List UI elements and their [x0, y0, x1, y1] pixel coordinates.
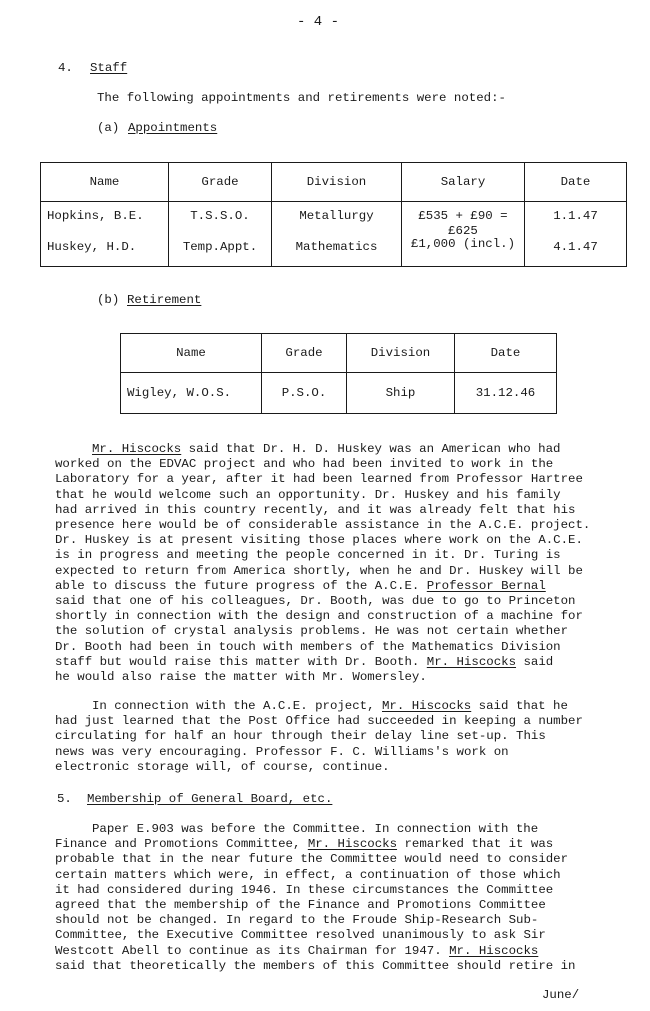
appointments-table [40, 162, 627, 267]
retirement-label: Retirement [127, 293, 202, 307]
text-line: he would also raise the matter with Mr. Womersley. [55, 670, 427, 685]
text-line: had arrived in this country recently, and it was already felt that his [55, 502, 576, 517]
text-line: Paper E.903 was before the Committee. In connection with the [92, 822, 539, 836]
appointment-grades [169, 202, 272, 267]
retirement-table [120, 333, 557, 414]
text-line: In connection with the A.C.E. project, Mr. Hiscocks said that he [92, 699, 568, 713]
text-line: staff but would raise this matter with Dr. Booth. Mr. Hiscocks said [55, 654, 554, 669]
text-line: is in progress and meeting the people concerned in it. Dr. Turing is [55, 548, 561, 563]
row-grade: P.S.O. [262, 373, 347, 414]
appointment-names [41, 202, 169, 267]
col-name: Name [41, 163, 169, 202]
col-grade: Grade [169, 163, 272, 202]
text-line: said that theoretically the members of this Committee should retire in [55, 958, 576, 973]
row-salary-total: £625 [448, 224, 478, 238]
col-salary: Salary [402, 163, 525, 202]
row-salary: £1,000 (incl.) [410, 237, 516, 251]
speaker-name: Mr. Hiscocks [449, 943, 539, 958]
text-line: Laboratory for a year, after it had been learned from Professor Hartree [55, 472, 583, 487]
retirement-label-prefix: (b) [97, 293, 120, 307]
paragraph-ace [55, 699, 620, 775]
text-line: electronic storage will, of course, continue. [55, 759, 390, 774]
row-name: Wigley, W.O.S. [121, 373, 262, 414]
section-4-heading: Staff [90, 61, 128, 75]
text-line: probable that in the near future the Committee would need to consider [55, 852, 569, 867]
appointments-label: Appointments [128, 121, 218, 135]
page-number: - 4 - [297, 14, 340, 30]
catchword: June/ [542, 988, 580, 1002]
text-line: Committee, the Executive Committee resolved unanimously to ask Sir [55, 928, 546, 943]
row-name: Huskey, H.D. [47, 240, 137, 254]
text-line: Mr. Hiscocks said that Dr. H. D. Huskey was an American who had [92, 442, 561, 456]
col-division: Division [347, 334, 455, 373]
row-division: Mathematics [295, 240, 378, 254]
row-division: Metallurgy [299, 209, 374, 223]
row-date: 4.1.47 [553, 240, 598, 254]
speaker-name: Mr. Hiscocks [92, 442, 182, 456]
section-4-intro: The following appointments and retirements were noted:- [97, 91, 506, 105]
row-division: Ship [347, 373, 455, 414]
text-line: agreed that the membership of the Finance and Promotions Committee [55, 898, 546, 913]
section-5-number: 5. [57, 792, 72, 806]
appointment-salaries [402, 202, 525, 267]
col-division: Division [272, 163, 402, 202]
appointment-dates [525, 202, 627, 267]
text-line: circulating for half an hour through their delay line set-up. This [55, 729, 546, 744]
text-line: certain matters which were, in effect, a continuation of those which [55, 867, 561, 882]
text-line: Dr. Booth had been in touch with members of the Mathematics Division [55, 639, 561, 654]
speaker-name: Mr. Hiscocks [382, 699, 472, 713]
text-line: able to discuss the future progress of the A.C.E. Professor Bernal [55, 578, 546, 593]
speaker-name: Mr. Hiscocks [426, 654, 517, 669]
row-salary: £535 + £90 = [418, 209, 508, 223]
section-4-number: 4. [58, 61, 73, 75]
col-name: Name [121, 334, 262, 373]
text-line: should not be changed. In regard to the Froude Ship-Research Sub- [55, 913, 539, 928]
text-line: expected to return from America shortly, when he and Dr. Huskey will be [55, 563, 583, 578]
text-line: Dr. Huskey is at present visiting those places where work on the A.C.E. [55, 533, 583, 548]
text-line: said that one of his colleagues, Dr. Booth, was due to go to Princeton [55, 594, 576, 609]
row-grade: T.S.S.O. [190, 209, 250, 223]
col-date: Date [455, 334, 557, 373]
paragraph-huskey [55, 442, 620, 685]
col-grade: Grade [262, 334, 347, 373]
section-5-heading: Membership of General Board, etc. [87, 792, 333, 806]
text-line: presence here would be of considerable assistance in the A.C.E. project. [55, 518, 591, 533]
table-row [121, 373, 557, 414]
text-line: Westcott Abell to continue as its Chairman for 1947. Mr. Hiscocks [55, 943, 539, 958]
text-line: the solution of crystal analysis problems. He was not certain whether [55, 624, 569, 639]
table-row [41, 202, 627, 267]
paragraph-membership [55, 822, 620, 974]
text-line: Finance and Promotions Committee, Mr. Hiscocks remarked that it was [55, 837, 554, 852]
text-line: worked on the EDVAC project and who had been invited to work in the [55, 457, 554, 472]
appointments-label-prefix: (a) [97, 121, 120, 135]
speaker-name: Mr. Hiscocks [307, 837, 398, 852]
appointment-divisions [272, 202, 402, 267]
col-date: Date [525, 163, 627, 202]
text-line: shortly in connection with the design and construction of a machine for [55, 609, 583, 624]
text-line: news was very encouraging. Professor F. C. Williams's work on [55, 744, 509, 759]
row-name: Hopkins, B.E. [47, 209, 144, 223]
retirement-header-row [121, 334, 557, 373]
row-date: 1.1.47 [553, 209, 598, 223]
row-grade: Temp.Appt. [182, 240, 258, 254]
text-line: that he would welcome such an opportunity. Dr. Huskey and his family [55, 487, 561, 502]
speaker-name: Professor Bernal [426, 578, 546, 593]
row-date: 31.12.46 [455, 373, 557, 414]
text-line: it had considered during 1946. In these circumstances the Committee [55, 882, 554, 897]
appointments-header-row [41, 163, 627, 202]
text-line: had just learned that the Post Office had succeeded in keeping a number [55, 714, 583, 729]
